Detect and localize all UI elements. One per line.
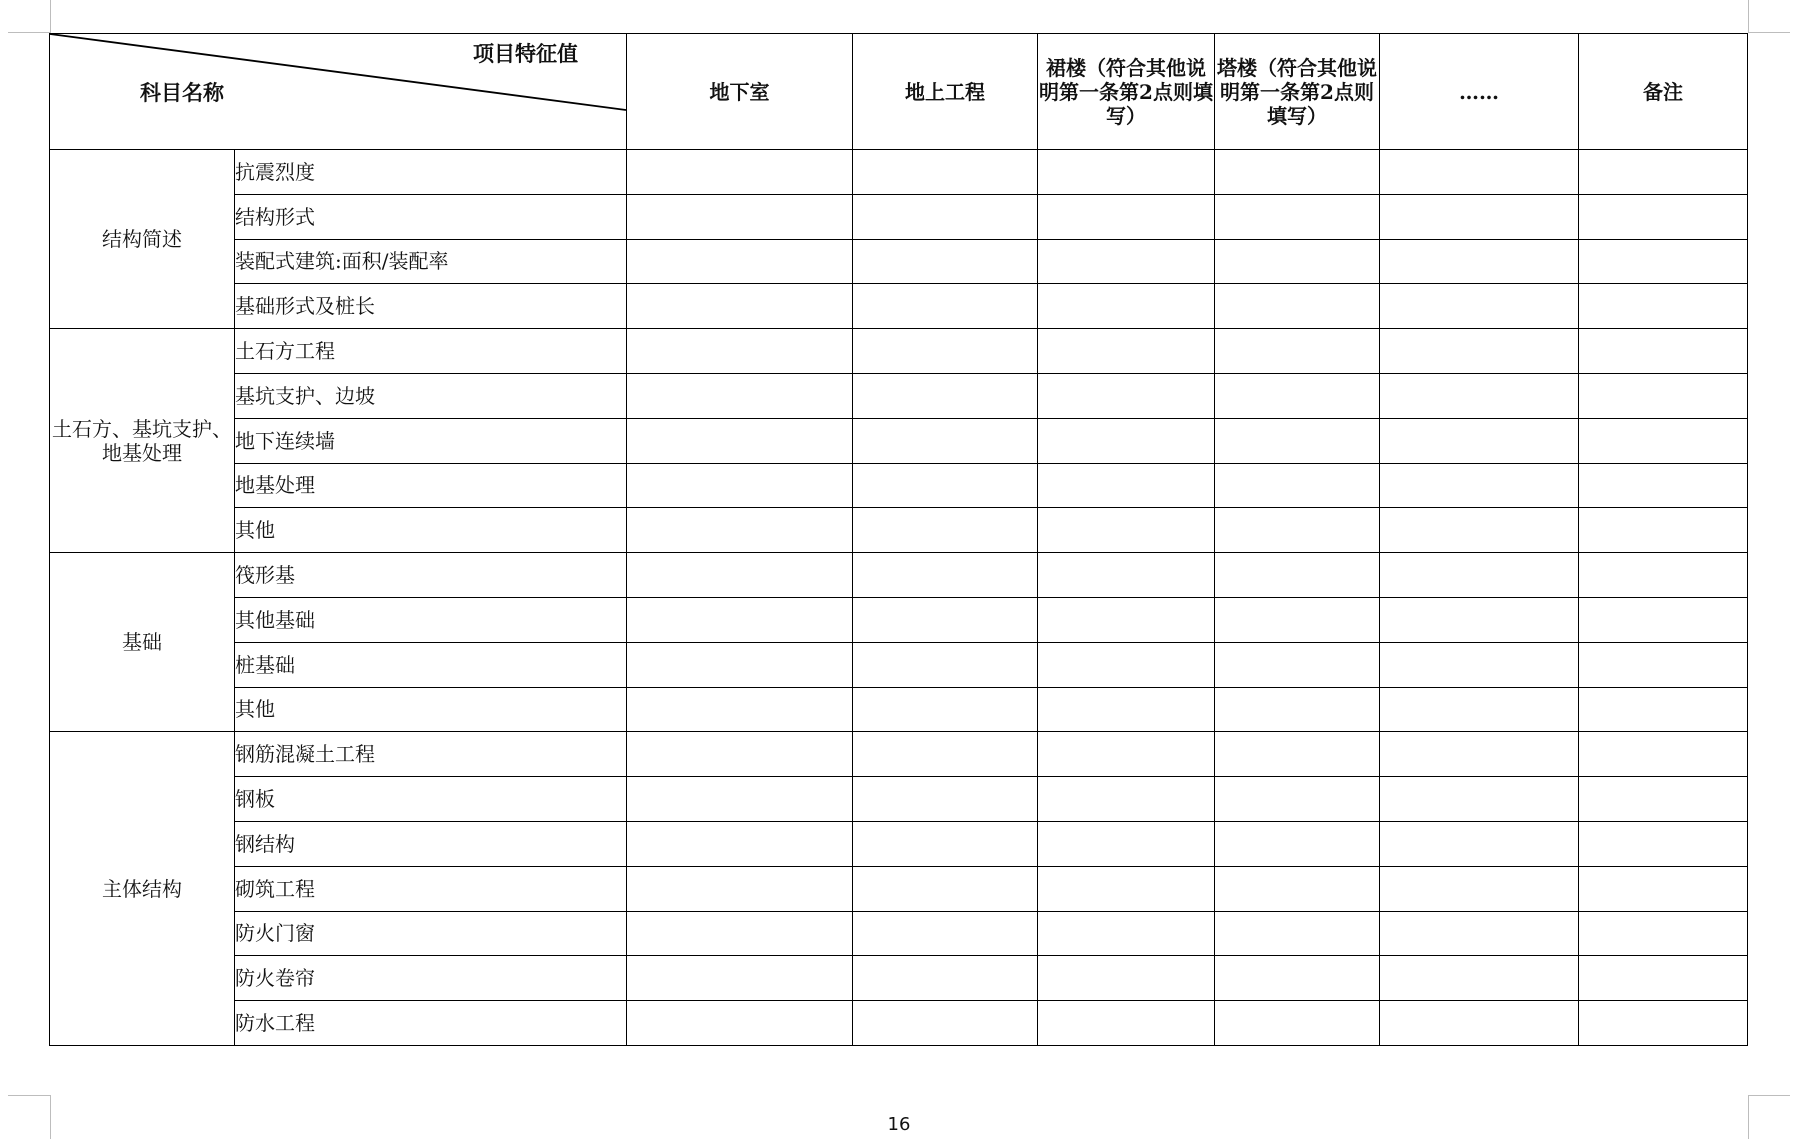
table-row xyxy=(50,239,1748,284)
table-row xyxy=(50,687,1748,732)
value-cell[interactable] xyxy=(1038,732,1215,777)
value-cell[interactable] xyxy=(627,239,853,284)
value-cell[interactable] xyxy=(1380,597,1579,642)
value-cell[interactable] xyxy=(1038,418,1215,463)
value-cell[interactable] xyxy=(1215,687,1380,732)
table-row xyxy=(50,1001,1748,1046)
table-row xyxy=(50,284,1748,329)
value-cell[interactable] xyxy=(853,239,1038,284)
col-header-podium: 裙楼（符合其他说明第一条第2点则填写） xyxy=(1038,34,1215,150)
item-cell: 基础形式及桩长 xyxy=(235,284,627,329)
value-cell[interactable] xyxy=(627,373,853,418)
table-row xyxy=(50,463,1748,508)
value-cell[interactable] xyxy=(853,194,1038,239)
value-cell[interactable] xyxy=(1380,956,1579,1001)
value-cell[interactable] xyxy=(1579,239,1748,284)
value-cell[interactable] xyxy=(1579,642,1748,687)
cost-feature-table xyxy=(49,33,1748,1046)
value-cell[interactable] xyxy=(1038,150,1215,195)
item-cell: 砌筑工程 xyxy=(235,866,627,911)
item-cell: 土石方工程 xyxy=(235,329,627,374)
table-row xyxy=(50,508,1748,553)
value-cell[interactable] xyxy=(1380,642,1579,687)
table-row xyxy=(50,821,1748,866)
value-cell[interactable] xyxy=(627,194,853,239)
crop-mark xyxy=(8,32,50,33)
item-cell: 基坑支护、边坡 xyxy=(235,373,627,418)
value-cell[interactable] xyxy=(853,1001,1038,1046)
category-cell: 主体结构 xyxy=(50,732,235,1046)
crop-mark xyxy=(1748,32,1790,33)
table-row xyxy=(50,777,1748,822)
value-cell[interactable] xyxy=(1380,284,1579,329)
value-cell[interactable] xyxy=(1215,150,1380,195)
value-cell[interactable] xyxy=(1215,194,1380,239)
col-header-ellipsis: …… xyxy=(1380,34,1579,150)
value-cell[interactable] xyxy=(853,508,1038,553)
diag-label-subject: 科目名称 xyxy=(140,80,224,105)
value-cell[interactable] xyxy=(1215,866,1380,911)
value-cell[interactable] xyxy=(1579,463,1748,508)
value-cell[interactable] xyxy=(1579,732,1748,777)
table-row xyxy=(50,373,1748,418)
value-cell[interactable] xyxy=(853,642,1038,687)
value-cell[interactable] xyxy=(627,329,853,374)
crop-mark xyxy=(1748,0,1749,33)
value-cell[interactable] xyxy=(1215,284,1380,329)
value-cell[interactable] xyxy=(1038,463,1215,508)
value-cell[interactable] xyxy=(627,732,853,777)
value-cell[interactable] xyxy=(1380,911,1579,956)
value-cell[interactable] xyxy=(1215,821,1380,866)
item-cell: 防水工程 xyxy=(235,1001,627,1046)
col-header-basement: 地下室 xyxy=(627,34,853,150)
value-cell[interactable] xyxy=(1038,239,1215,284)
value-cell[interactable] xyxy=(1038,553,1215,598)
value-cell[interactable] xyxy=(853,418,1038,463)
value-cell[interactable] xyxy=(1215,553,1380,598)
value-cell[interactable] xyxy=(627,642,853,687)
table-row xyxy=(50,329,1748,374)
value-cell[interactable] xyxy=(1380,866,1579,911)
value-cell[interactable] xyxy=(1038,642,1215,687)
value-cell[interactable] xyxy=(1380,821,1579,866)
table-row xyxy=(50,194,1748,239)
value-cell[interactable] xyxy=(1579,418,1748,463)
value-cell[interactable] xyxy=(1380,418,1579,463)
category-cell: 基础 xyxy=(50,553,235,732)
value-cell[interactable] xyxy=(1579,553,1748,598)
value-cell[interactable] xyxy=(853,777,1038,822)
table-row xyxy=(50,553,1748,598)
value-cell[interactable] xyxy=(627,866,853,911)
value-cell[interactable] xyxy=(1380,150,1579,195)
table-row xyxy=(50,956,1748,1001)
value-cell[interactable] xyxy=(1380,777,1579,822)
value-cell[interactable] xyxy=(1038,777,1215,822)
value-cell[interactable] xyxy=(853,821,1038,866)
value-cell[interactable] xyxy=(627,777,853,822)
value-cell[interactable] xyxy=(1038,821,1215,866)
table-row xyxy=(50,418,1748,463)
item-cell: 钢筋混凝土工程 xyxy=(235,732,627,777)
value-cell[interactable] xyxy=(1579,597,1748,642)
item-cell: 防火门窗 xyxy=(235,911,627,956)
value-cell[interactable] xyxy=(1215,463,1380,508)
value-cell[interactable] xyxy=(1215,597,1380,642)
table-row xyxy=(50,150,1748,195)
value-cell[interactable] xyxy=(627,821,853,866)
header-row xyxy=(50,34,1748,150)
value-cell[interactable] xyxy=(1215,732,1380,777)
value-cell[interactable] xyxy=(627,911,853,956)
value-cell[interactable] xyxy=(1038,508,1215,553)
value-cell[interactable] xyxy=(853,553,1038,598)
value-cell[interactable] xyxy=(853,911,1038,956)
value-cell[interactable] xyxy=(1215,508,1380,553)
value-cell[interactable] xyxy=(853,373,1038,418)
value-cell[interactable] xyxy=(1038,284,1215,329)
value-cell[interactable] xyxy=(853,329,1038,374)
value-cell[interactable] xyxy=(1579,1001,1748,1046)
col-header-remarks: 备注 xyxy=(1579,34,1748,150)
value-cell[interactable] xyxy=(1579,508,1748,553)
item-cell: 筏形基 xyxy=(235,553,627,598)
value-cell[interactable] xyxy=(1038,911,1215,956)
value-cell[interactable] xyxy=(627,284,853,329)
item-cell: 钢结构 xyxy=(235,821,627,866)
value-cell[interactable] xyxy=(853,866,1038,911)
value-cell[interactable] xyxy=(1380,687,1579,732)
item-cell: 防火卷帘 xyxy=(235,956,627,1001)
value-cell[interactable] xyxy=(1579,150,1748,195)
value-cell[interactable] xyxy=(1215,642,1380,687)
col-header-above-ground: 地上工程 xyxy=(853,34,1038,150)
table-row xyxy=(50,911,1748,956)
item-cell: 抗震烈度 xyxy=(235,150,627,195)
value-cell[interactable] xyxy=(627,1001,853,1046)
value-cell[interactable] xyxy=(1579,911,1748,956)
category-cell: 结构简述 xyxy=(50,150,235,329)
value-cell[interactable] xyxy=(853,956,1038,1001)
item-cell: 其他基础 xyxy=(235,597,627,642)
value-cell[interactable] xyxy=(1215,777,1380,822)
item-cell: 装配式建筑:面积/装配率 xyxy=(235,239,627,284)
value-cell[interactable] xyxy=(853,732,1038,777)
value-cell[interactable] xyxy=(1038,329,1215,374)
value-cell[interactable] xyxy=(1579,687,1748,732)
value-cell[interactable] xyxy=(627,956,853,1001)
value-cell[interactable] xyxy=(1215,956,1380,1001)
value-cell[interactable] xyxy=(1038,1001,1215,1046)
item-cell: 其他 xyxy=(235,687,627,732)
value-cell[interactable] xyxy=(1380,508,1579,553)
value-cell[interactable] xyxy=(1579,373,1748,418)
value-cell[interactable] xyxy=(853,284,1038,329)
table-row xyxy=(50,642,1748,687)
value-cell[interactable] xyxy=(1215,911,1380,956)
table-row xyxy=(50,597,1748,642)
item-cell: 地下连续墙 xyxy=(235,418,627,463)
value-cell[interactable] xyxy=(627,553,853,598)
value-cell[interactable] xyxy=(1380,732,1579,777)
page-number: 16 xyxy=(887,1114,911,1135)
value-cell[interactable] xyxy=(853,687,1038,732)
diag-label-feature: 项目特征值 xyxy=(473,41,578,66)
table-row xyxy=(50,866,1748,911)
value-cell[interactable] xyxy=(1038,373,1215,418)
item-cell: 地基处理 xyxy=(235,463,627,508)
category-cell: 土石方、基坑支护、地基处理 xyxy=(50,329,235,553)
value-cell[interactable] xyxy=(1038,597,1215,642)
value-cell[interactable] xyxy=(1579,777,1748,822)
value-cell[interactable] xyxy=(1215,329,1380,374)
item-cell: 其他 xyxy=(235,508,627,553)
value-cell[interactable] xyxy=(1579,866,1748,911)
value-cell[interactable] xyxy=(1038,194,1215,239)
value-cell[interactable] xyxy=(1380,1001,1579,1046)
diagonal-header-cell xyxy=(50,34,627,150)
value-cell[interactable] xyxy=(1215,418,1380,463)
value-cell[interactable] xyxy=(1579,821,1748,866)
crop-mark xyxy=(8,1095,50,1096)
value-cell[interactable] xyxy=(1579,194,1748,239)
value-cell[interactable] xyxy=(1215,1001,1380,1046)
value-cell[interactable] xyxy=(627,418,853,463)
value-cell[interactable] xyxy=(627,597,853,642)
crop-mark xyxy=(50,0,51,33)
value-cell[interactable] xyxy=(1038,687,1215,732)
value-cell[interactable] xyxy=(1380,373,1579,418)
col-header-tower: 塔楼（符合其他说明第一条第2点则填写） xyxy=(1215,34,1380,150)
value-cell[interactable] xyxy=(627,463,853,508)
value-cell[interactable] xyxy=(1579,956,1748,1001)
value-cell[interactable] xyxy=(1038,956,1215,1001)
value-cell[interactable] xyxy=(627,687,853,732)
value-cell[interactable] xyxy=(1380,194,1579,239)
value-cell[interactable] xyxy=(1380,463,1579,508)
item-cell: 桩基础 xyxy=(235,642,627,687)
value-cell[interactable] xyxy=(627,508,853,553)
crop-mark xyxy=(1748,1095,1790,1096)
value-cell[interactable] xyxy=(1215,373,1380,418)
value-cell[interactable] xyxy=(627,150,853,195)
value-cell[interactable] xyxy=(1380,329,1579,374)
item-cell: 钢板 xyxy=(235,777,627,822)
table-row xyxy=(50,732,1748,777)
value-cell[interactable] xyxy=(1579,329,1748,374)
value-cell[interactable] xyxy=(1380,239,1579,284)
value-cell[interactable] xyxy=(1579,284,1748,329)
value-cell[interactable] xyxy=(1215,239,1380,284)
value-cell[interactable] xyxy=(853,597,1038,642)
value-cell[interactable] xyxy=(853,463,1038,508)
value-cell[interactable] xyxy=(853,150,1038,195)
item-cell: 结构形式 xyxy=(235,194,627,239)
value-cell[interactable] xyxy=(1380,553,1579,598)
value-cell[interactable] xyxy=(1038,866,1215,911)
